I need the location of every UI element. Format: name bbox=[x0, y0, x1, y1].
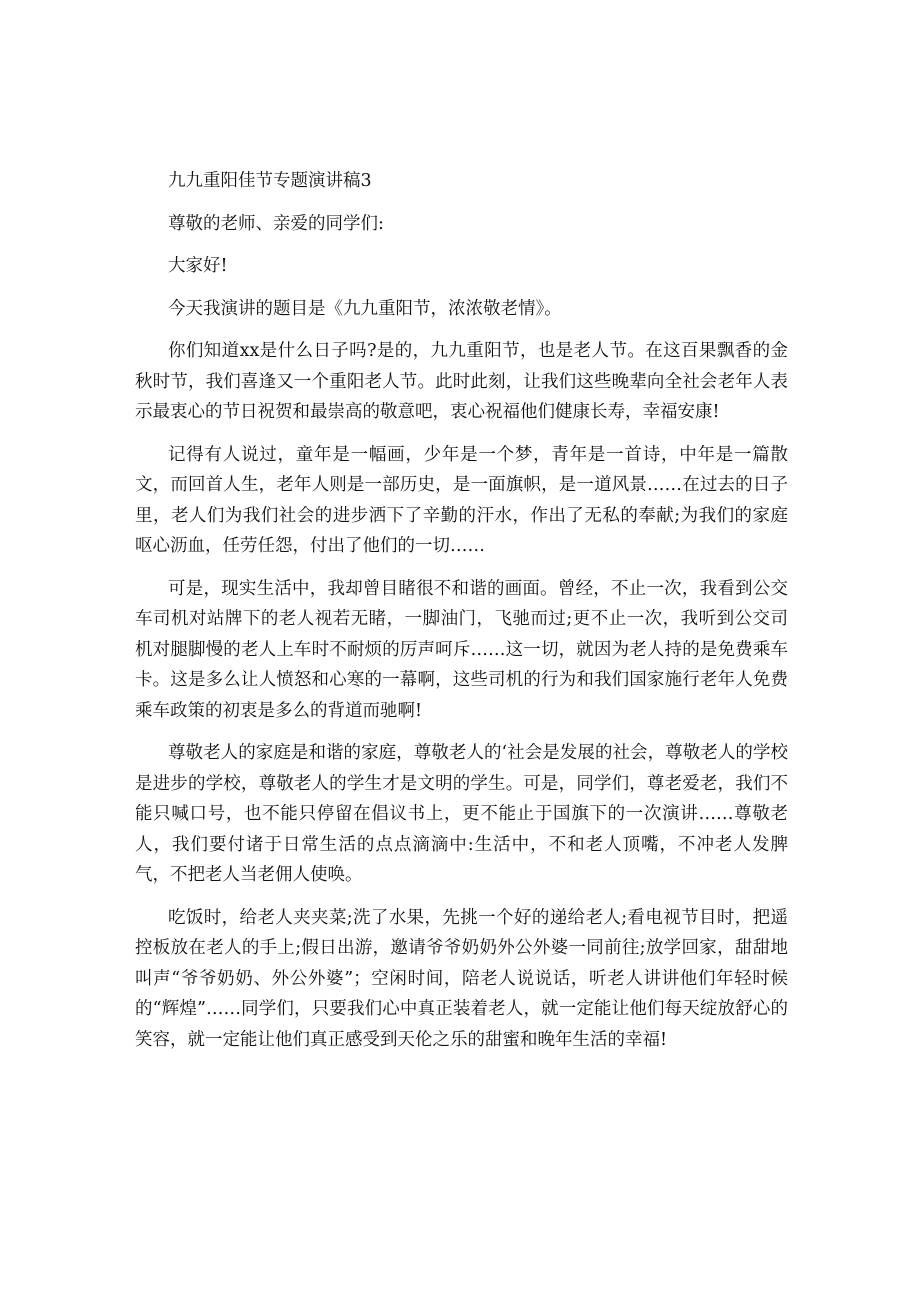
greeting-line: 尊敬的老师、亲爱的同学们: bbox=[168, 213, 384, 234]
document-body bbox=[135, 166, 788, 1067]
paragraph-respect: 尊敬老人的家庭是和谐的家庭，尊敬老人的‘社会是发展的社会，尊敬老人的学校是进步的学校，尊敬老人的学生才是文明的学生。可是，同学们，尊老爱老，我们不能只喊口号，也不能只停留在倡议书上，更不能止于国旗下的一次演讲……尊敬老人，我们要付诸于日常生活的点点滴滴中:生活中，不和老人顶嘴，不冲老人发脾气，不把老人当老佣人使唤。 bbox=[135, 743, 788, 885]
document-title: 九九重阳佳节专题演讲稿3 bbox=[168, 171, 372, 191]
paragraph-topic: 今天我演讲的题目是《九九重阳节，浓浓敬老情》。 bbox=[168, 298, 562, 319]
paragraph-intro: 你们知道xx是什么日子吗?是的，九九重阳节，也是老人节。在这百果飘香的金秋时节，我们喜逢又一个重阳老人节。此时此刻，让我们这些晚辈向全社会老年人表示最衷心的节日祝贺和最崇高的敬意吧，衷心祝福他们健康长寿，幸福安康! bbox=[135, 341, 788, 422]
paragraph-memory: 记得有人说过，童年是一幅画，少年是一个梦，青年是一首诗，中年是一篇散文，而回首人生，老年人则是一部历史，是一面旗帜，是一道风景……在过去的日子里，老人们为我们社会的进步洒下了辛勤的汗水，作出了无私的奉献;为我们的家庭呕心沥血，任劳任怨，付出了他们的一切…… bbox=[135, 444, 788, 556]
paragraph-reality: 可是，现实生活中，我却曾目睹很不和谐的画面。曾经，不止一次，我看到公交车司机对站牌下的老人视若无睹，一脚油门，飞驰而过;更不止一次，我听到公交司机对腿脚慢的老人上车时不耐烦的厉声呵斥……这一切，就因为老人持的是免费乘车卡。这是多么让人愤怒和心寒的一幕啊，这些司机的行为和我们国家施行老年人免费乘车政策的初衷是多么的背道而驰啊! bbox=[135, 578, 788, 721]
hello-line: 大家好! bbox=[168, 256, 228, 276]
paragraph-actions: 吃饭时，给老人夹夹菜;洗了水果，先挑一个好的递给老人;看电视节目时，把遥控板放在老人的手上;假日出游，邀请爷爷奶奶外公外婆一同前往;放学回家，甜甜地叫声“爷爷奶奶、外公外婆”；空闲时间，陪老人说说话，听老人讲讲他们年轻时候的“辉煌”……同学们，只要我们心中真正装着老人，就一定能让他们每天绽放舒心的笑容，就一定能让他们真正感受到天伦之乐的甜蜜和晚年生活的幸福! bbox=[135, 907, 788, 1050]
